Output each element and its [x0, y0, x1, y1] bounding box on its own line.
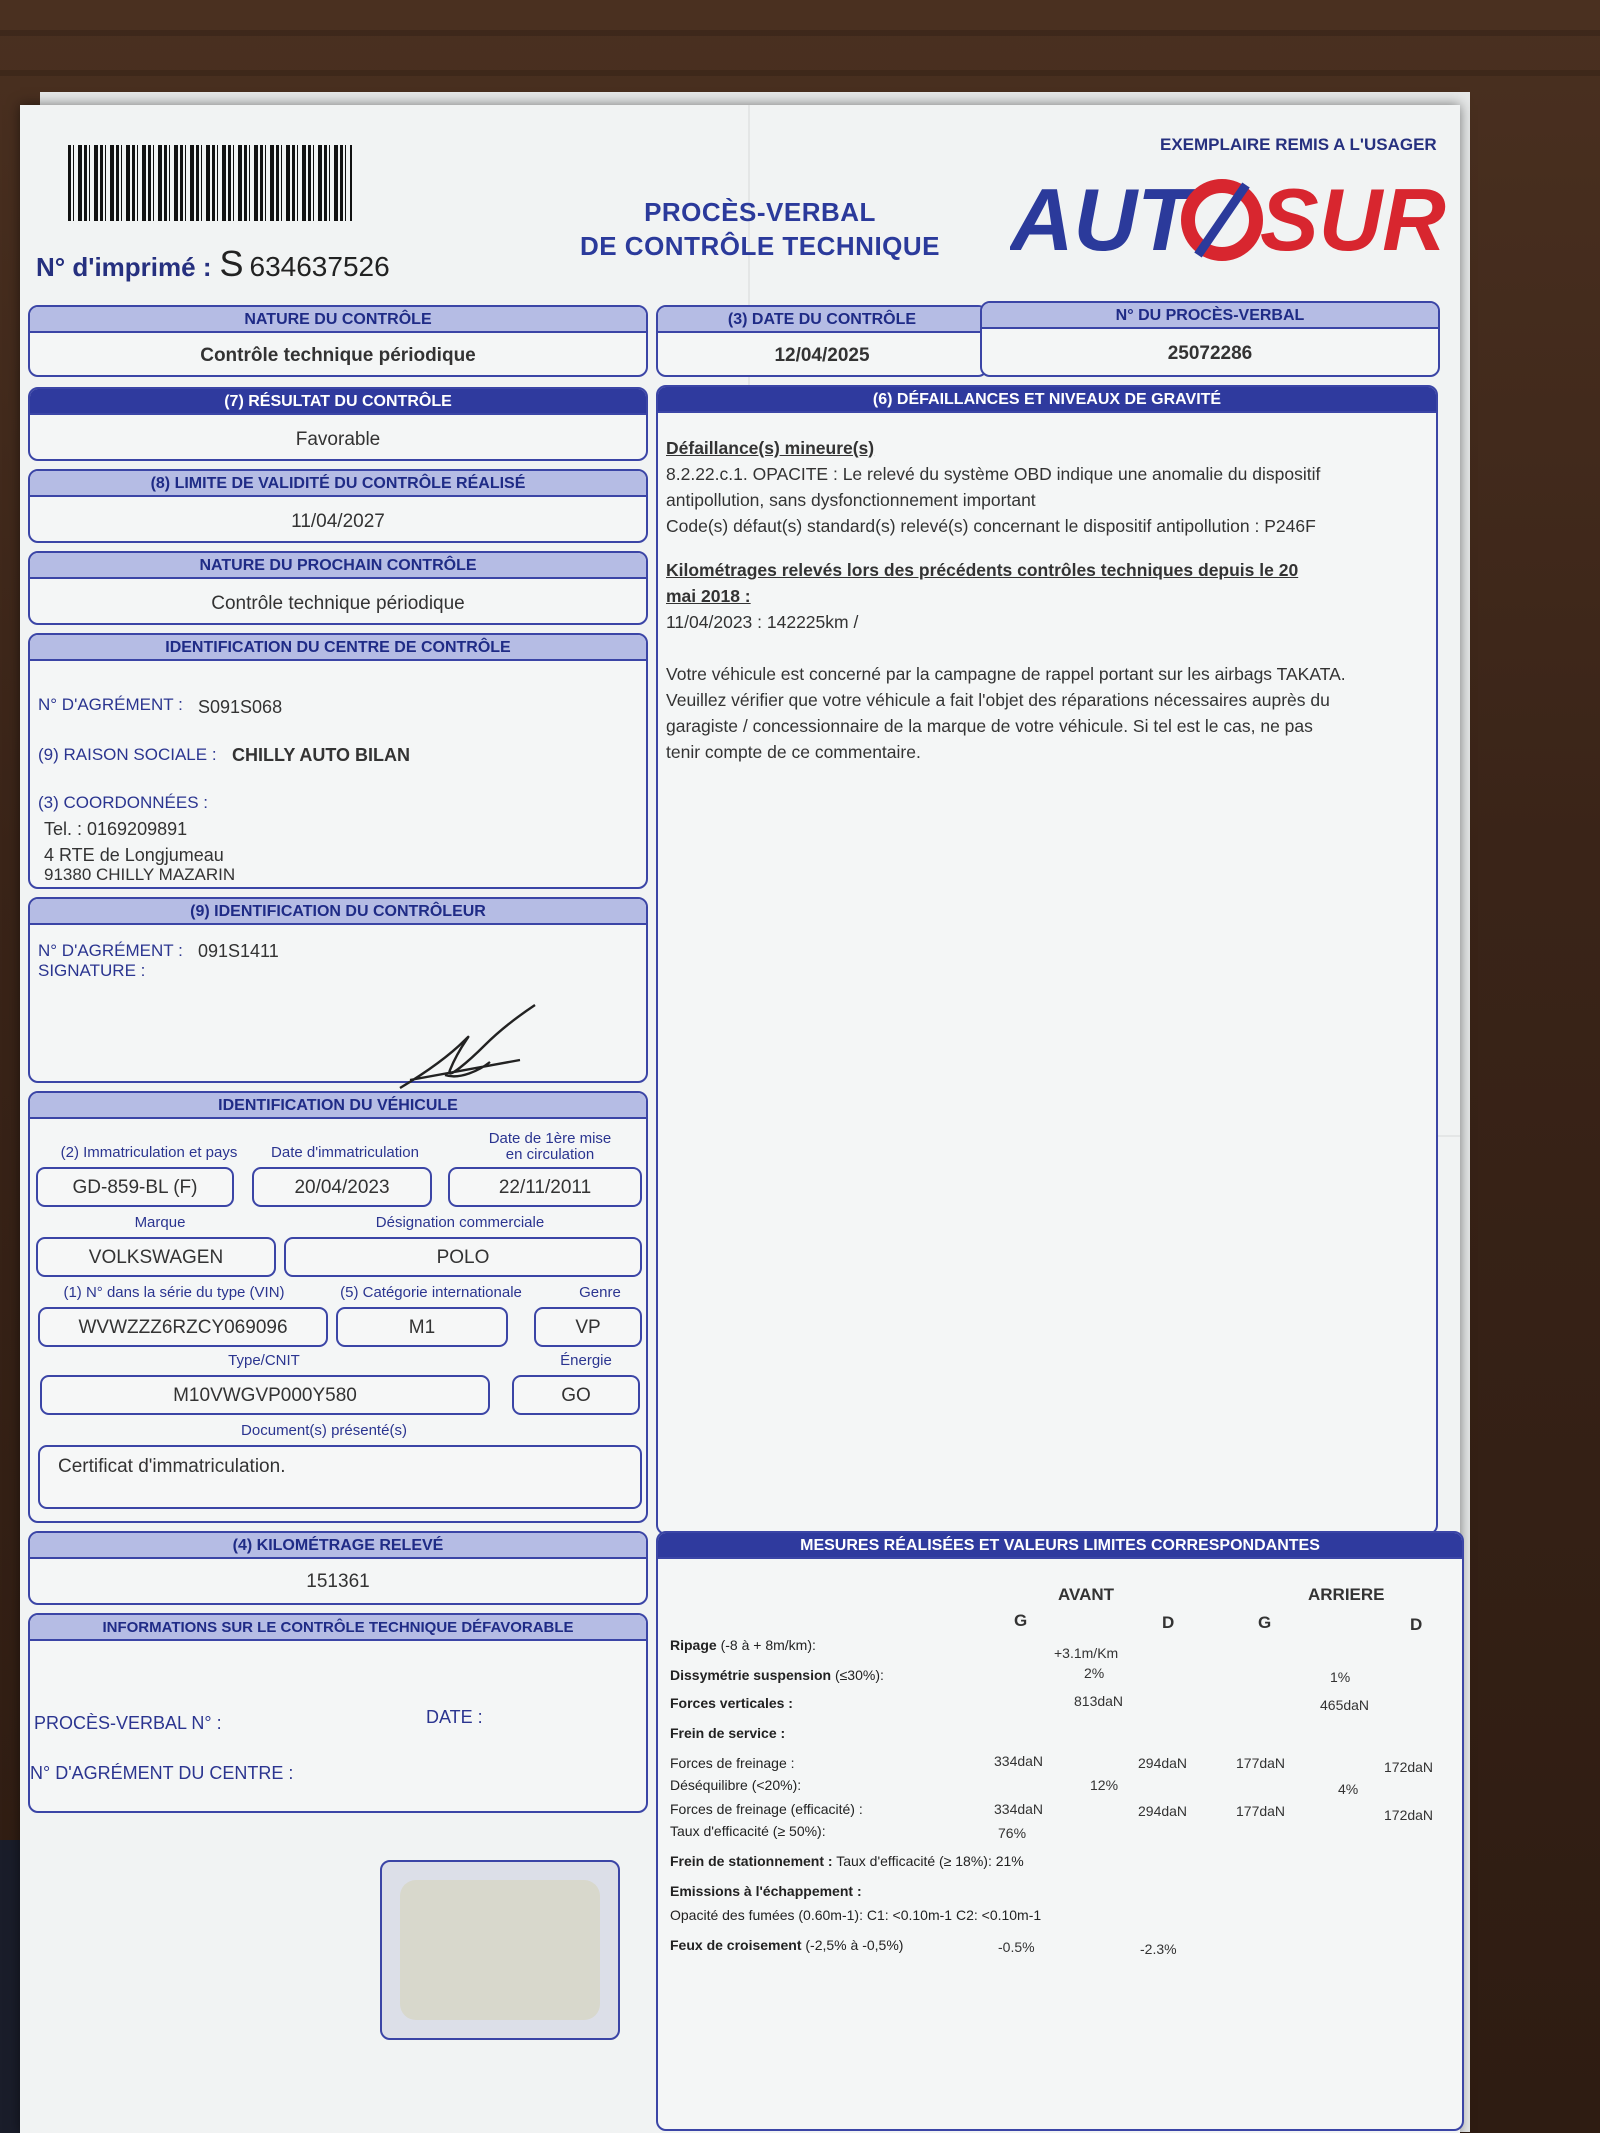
- autosur-logo: [1010, 165, 1450, 265]
- date-mise-circulation-field: 22/11/2011: [448, 1167, 642, 1207]
- defaillances-content: Défaillance(s) mineure(s) 8.2.22.c.1. OPACITE : Le relevé du système OBD indique une anomalie du dispositif antipollution, sans dysfonctionnement important Code(s) défaut(s) standard(s) relevé(s) concernant le dispositif antipollution : P246F Kilométrages relevés lors des précédents contrôles techniques depuis le 20 mai 2018 : 11/04/2023 : 142225km / Votre véhicule est concerné par la campagne de rappel portant sur les airbags TAKATA. Veuillez vérifier que votre véhicule a fait l'objet des réparations nécessaires auprès du garagiste / concessionnaire de la marque de votre véhicule. Si tel est le cas, ne pas tenir compte de ce commentaire.: [666, 438, 1346, 762]
- hologram-sticker: [380, 1860, 620, 2040]
- centre-address2: 91380 CHILLY MAZARIN: [44, 865, 236, 884]
- nature-controle-box: NATURE DU CONTRÔLE Contrôle technique périodique: [28, 305, 648, 377]
- forces-verticales-avant: 813daN: [1074, 1693, 1124, 1709]
- ripage-value: +3.1m/Km: [1054, 1645, 1119, 1661]
- immatriculation-field: GD-859-BL (F): [36, 1167, 234, 1207]
- document-title: PROCÈS-VERBAL DE CONTRÔLE TECHNIQUE: [579, 197, 941, 261]
- dissymetrie-avant: 2%: [1084, 1665, 1105, 1681]
- limite-validite-box: (8) LIMITE DE VALIDITÉ DU CONTRÔLE RÉALISÉ 11/04/2027: [28, 469, 648, 543]
- svg-text:AUT: AUT: [1010, 170, 1191, 265]
- limite-validite-value: 11/04/2027: [291, 511, 385, 532]
- controleur-box: (9) IDENTIFICATION DU CONTRÔLEUR N° D'AGRÉMENT : 091S1411 SIGNATURE :: [28, 897, 648, 1083]
- controleur-agrement: 091S1411: [198, 941, 279, 961]
- defavorable-box: INFORMATIONS SUR LE CONTRÔLE TECHNIQUE DÉFAVORABLE PROCÈS-VERBAL N° : DATE : N° D'AGRÉMENT DU CENTRE :: [28, 1613, 648, 1813]
- date-immatriculation-field: 20/04/2023: [252, 1167, 432, 1207]
- exemplaire-label: EXEMPLAIRE REMIS A L'USAGER: [1160, 135, 1437, 154]
- num-pv-box: N° DU PROCÈS-VERBAL 25072286: [980, 301, 1440, 377]
- centre-controle-box: IDENTIFICATION DU CENTRE DE CONTRÔLE N° D'AGRÉMENT : S091S068 (9) RAISON SOCIALE : CHILLY AUTO BILAN (3) COORDONNÉES : Tel. : 0169209891 4 RTE de Longjumeau 91380 CHILLY MAZARIN: [28, 633, 648, 889]
- prochain-controle-box: NATURE DU PROCHAIN CONTRÔLE Contrôle technique périodique: [28, 551, 648, 625]
- resultat-value: Favorable: [295, 429, 381, 450]
- documents-field: Certificat d'immatriculation.: [38, 1445, 642, 1509]
- energie-field: GO: [512, 1375, 640, 1415]
- kilometrage-value: 151361: [306, 1571, 370, 1592]
- controleur-signature: [390, 1000, 540, 1100]
- type-cnit-field: M10VWGVP000Y580: [40, 1375, 490, 1415]
- mesures-box: MESURES RÉALISÉES ET VALEURS LIMITES CORRESPONDANTES AVANT ARRIERE G D G D Ripage (-8 à + 8m/km): +3.1m/Km Dissymétrie suspension (≤30%): 2% 1% Forces verticales : 813daN 465daN Frein de service : Forces de freinage : 334daN 294daN 177daN 172daN Déséquilibre (<20%): 12% 4% Forces de freinage (efficacité) : 334daN 294daN 177daN 172daN Taux d'efficacité (≥ 50%): 76% Frein de stationnement : Taux d'efficacité (≥ 18%): 21% Emissions à l'échappement : Opacité des fumées (0.60m-1): C1: <0.10m-1 C2: <0.10m-1 Feux de croisement (-2,5% à -0,5%) -0.5% -2.3%: [656, 1531, 1464, 2131]
- nature-controle-value: Contrôle technique périodique: [200, 345, 476, 366]
- genre-field: VP: [534, 1307, 642, 1347]
- num-pv-value: 25072286: [1167, 343, 1253, 364]
- kilometrage-box: (4) KILOMÉTRAGE RELEVÉ 151361: [28, 1531, 648, 1605]
- date-controle-box: (3) DATE DU CONTRÔLE 12/04/2025: [656, 305, 988, 377]
- barcode: [68, 145, 352, 221]
- svg-text:SUR: SUR: [1260, 170, 1446, 265]
- imprime-number: N° d'imprimé : S 634637526: [36, 243, 390, 284]
- centre-agrement: S091S068: [198, 697, 283, 717]
- defaillances-box: (6) DÉFAILLANCES ET NIVEAUX DE GRAVITÉ Défaillance(s) mineure(s) 8.2.22.c.1. OPACITE : Le relevé du système OBD indique une anomalie du dispositif antipollution, sans dysfonctionnement important Code(s) défaut(s) standard(s) relevé(s) concernant le dispositif antipollution : P246F Kilométrages relevés lors des précédents contrôles techniques depuis le 20 mai 2018 : 11/04/2023 : 142225km / Votre véhicule est concerné par la campagne de rappel portant sur les airbags TAKATA. Veuillez vérifier que votre véhicule a fait l'objet des réparations nécessaires auprès du garagiste / concessionnaire de la marque de votre véhicule. Si tel est le cas, ne pas tenir compte de ce commentaire.: [656, 385, 1438, 1535]
- prochain-controle-value: Contrôle technique périodique: [211, 593, 465, 614]
- categorie-field: M1: [336, 1307, 508, 1347]
- centre-tel: Tel. : 0169209891: [44, 819, 188, 839]
- controle-technique-document: [20, 105, 1460, 2133]
- marque-field: VOLKSWAGEN: [36, 1237, 276, 1277]
- dissymetrie-arriere: 1%: [1330, 1669, 1351, 1685]
- forces-verticales-arriere: 465daN: [1320, 1697, 1370, 1713]
- centre-raison-sociale: CHILLY AUTO BILAN: [232, 745, 411, 765]
- vin-field: WVWZZZ6RZCY069096: [38, 1307, 328, 1347]
- vehicule-box: IDENTIFICATION DU VÉHICULE (2) Immatriculation et pays Date d'immatriculation Date de 1ère mise en circulation GD-859-BL (F) 20/04/2023 22/11/2011 Marque Désignation commerciale VOLKSWAGEN POLO (1) N° dans la série du type (VIN) (5) Catégorie internationale Genre WVWZZZ6RZCY069096 M1 VP Type/CNIT Énergie M10VWGVP000Y580 GO Document(s) présenté(s) Certificat d'immatriculation.: [28, 1091, 648, 1523]
- date-controle-value: 12/04/2025: [774, 345, 870, 366]
- centre-address1: 4 RTE de Longjumeau: [44, 845, 224, 865]
- resultat-box: (7) RÉSULTAT DU CONTRÔLE Favorable: [28, 387, 648, 461]
- designation-field: POLO: [284, 1237, 642, 1277]
